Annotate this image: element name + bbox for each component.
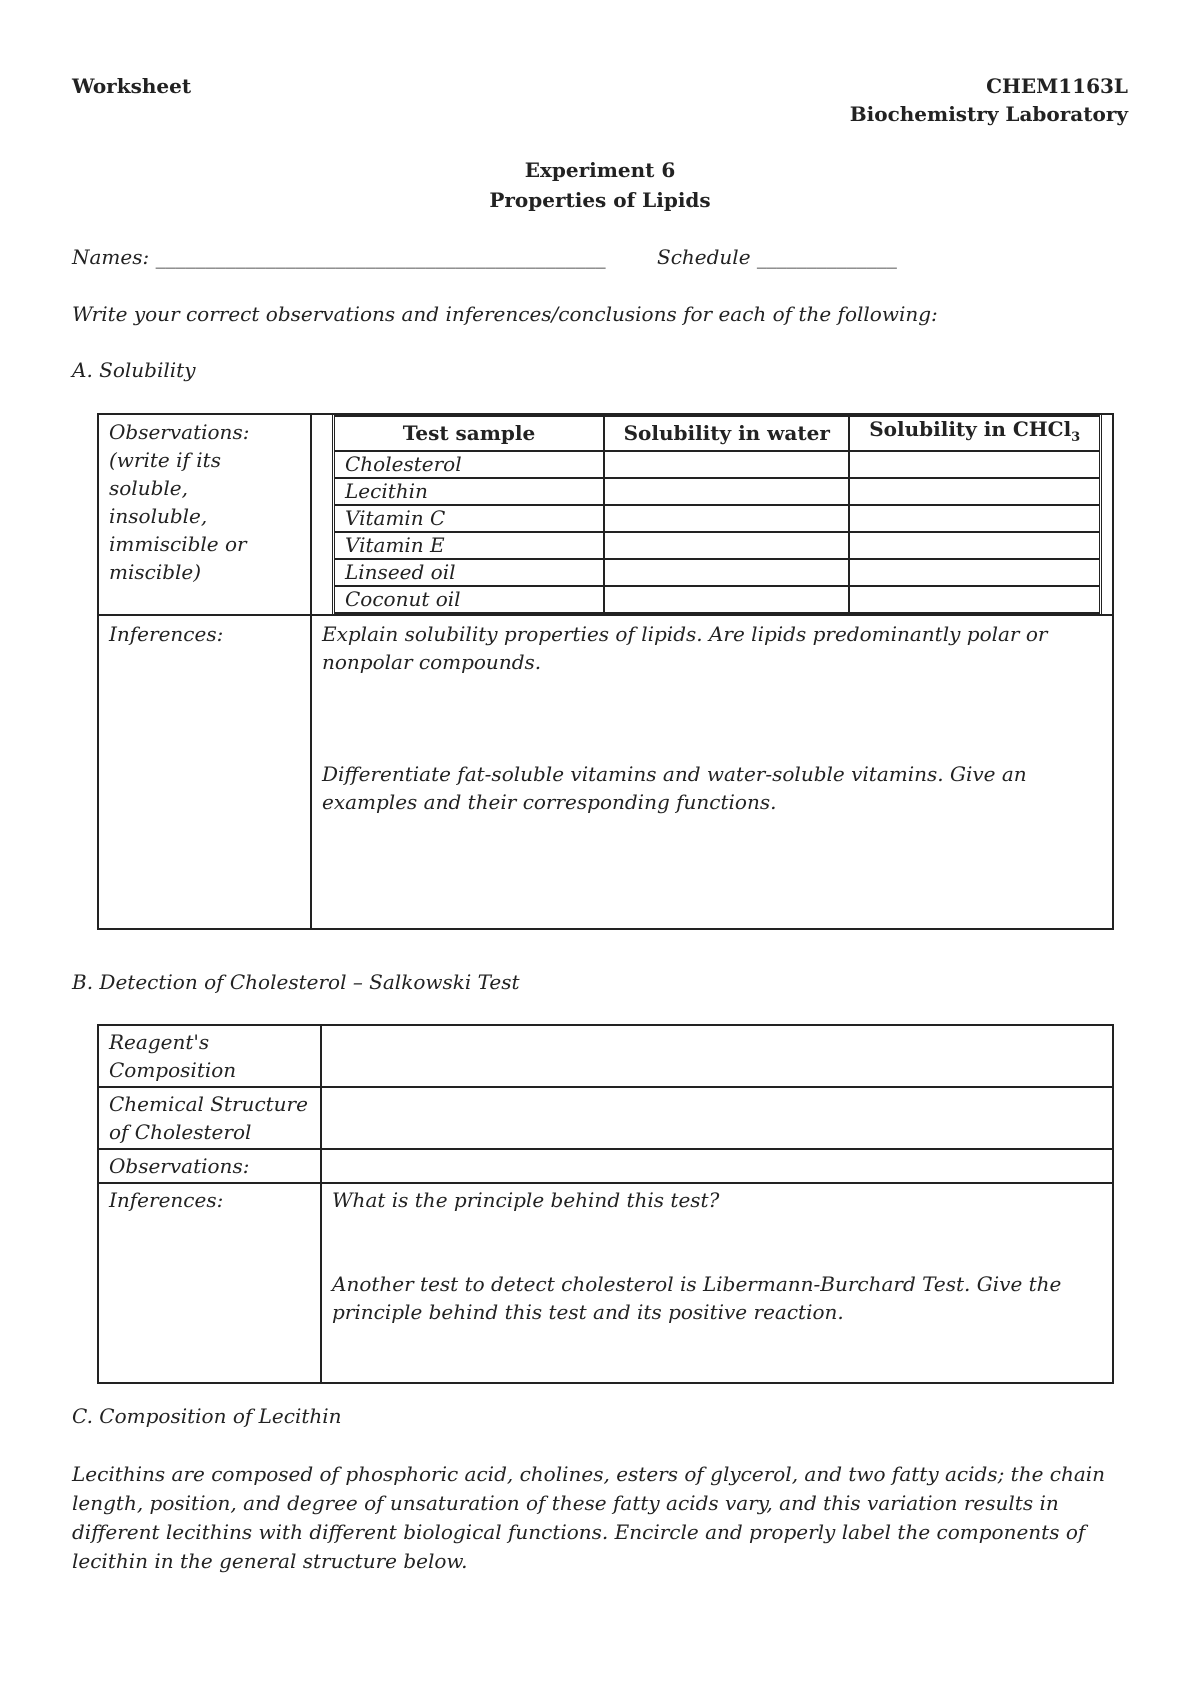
- observations-b-label: Observations:: [98, 1149, 321, 1183]
- sample-name: Vitamin E: [334, 532, 605, 559]
- observations-label: Observations: (write if its soluble, insoluble, immiscible or miscible): [98, 414, 311, 615]
- experiment-number: Experiment 6: [524, 158, 676, 182]
- schedule-blank[interactable]: ______________: [756, 245, 897, 269]
- table-row: [334, 586, 1101, 613]
- chcl3-answer-cell[interactable]: [849, 559, 1100, 586]
- water-answer-cell[interactable]: [604, 505, 849, 532]
- experiment-title: Properties of Lipids: [489, 188, 711, 212]
- inferences-label: Inferences:: [98, 615, 311, 929]
- lecithin-paragraph: Lecithins are composed of phosphoric acid, cholines, esters of glycerol, and two fatty acids; the chain length, position, and degree of unsaturation of these fatty acids vary, and this variation results in different lecithins with different biological functions. Encircle and properly label the components of lecithin in the general structure below.: [72, 1462, 1106, 1573]
- solubility-grid-cell: [311, 414, 1113, 615]
- worksheet-label: Worksheet: [72, 74, 192, 98]
- water-answer-cell[interactable]: [604, 478, 849, 505]
- chcl3-answer-cell[interactable]: [849, 532, 1100, 559]
- question-lipid-polarity: Explain solubility properties of lipids. Are lipids predominantly polar or nonpolar compounds.: [322, 622, 1048, 674]
- inferences-b-label: Inferences:: [98, 1183, 321, 1383]
- section-a-heading: A. Solubility: [72, 358, 196, 382]
- table-row: [334, 559, 1101, 586]
- reagent-answer-cell[interactable]: [321, 1025, 1113, 1087]
- solubility-table: [97, 413, 1114, 930]
- question-principle: What is the principle behind this test?: [332, 1188, 720, 1212]
- solubility-grid: [332, 415, 1102, 614]
- structure-answer-cell[interactable]: [321, 1087, 1113, 1149]
- sample-name: Linseed oil: [334, 559, 605, 586]
- observations-b-answer-cell[interactable]: [321, 1149, 1113, 1183]
- water-answer-cell[interactable]: [604, 532, 849, 559]
- sample-name: Coconut oil: [334, 586, 605, 613]
- structure-label: Chemical Structure of Cholesterol: [98, 1087, 321, 1149]
- inferences-b-answer-area[interactable]: [321, 1183, 1113, 1383]
- chcl3-answer-cell[interactable]: [849, 478, 1100, 505]
- water-answer-cell[interactable]: [604, 559, 849, 586]
- table-row: [334, 451, 1101, 478]
- reagent-label: Reagent's Composition: [98, 1025, 321, 1087]
- water-answer-cell[interactable]: [604, 451, 849, 478]
- instruction-text: Write your correct observations and inferences/conclusions for each of the following:: [72, 302, 938, 326]
- question-vitamins: Differentiate fat-soluble vitamins and water-soluble vitamins. Give an examples and their corresponding functions.: [322, 762, 1027, 814]
- schedule-field: [657, 245, 897, 269]
- salkowski-table: [97, 1024, 1114, 1384]
- table-row: [334, 532, 1101, 559]
- table-row: [334, 505, 1101, 532]
- section-c-heading: C. Composition of Lecithin: [72, 1404, 342, 1428]
- chcl3-answer-cell[interactable]: [849, 505, 1100, 532]
- sample-name: Lecithin: [334, 478, 605, 505]
- col-solubility-chcl3: Solubility in CHCl$_3$: [849, 416, 1100, 451]
- col-solubility-water: Solubility in water: [604, 416, 849, 451]
- section-b-heading: B. Detection of Cholesterol – Salkowski Test: [72, 970, 520, 994]
- col-test-sample: Test sample: [334, 416, 605, 451]
- sample-name: Vitamin C: [334, 505, 605, 532]
- inferences-answer-area[interactable]: [311, 615, 1113, 929]
- sample-name: Cholesterol: [334, 451, 605, 478]
- course-code: CHEM1163L: [986, 74, 1128, 98]
- water-answer-cell[interactable]: [604, 586, 849, 613]
- names-field: [72, 245, 606, 269]
- question-libermann: Another test to detect cholesterol is Libermann-Burchard Test. Give the principle behind this test and its positive reaction.: [332, 1272, 1062, 1324]
- schedule-label: Schedule: [657, 245, 751, 269]
- course-name: Biochemistry Laboratory: [849, 102, 1128, 126]
- names-label: Names:: [72, 245, 150, 269]
- chcl3-answer-cell[interactable]: [849, 586, 1100, 613]
- table-row: [334, 478, 1101, 505]
- names-blank[interactable]: _____________________________________________: [155, 245, 606, 269]
- chcl3-answer-cell[interactable]: [849, 451, 1100, 478]
